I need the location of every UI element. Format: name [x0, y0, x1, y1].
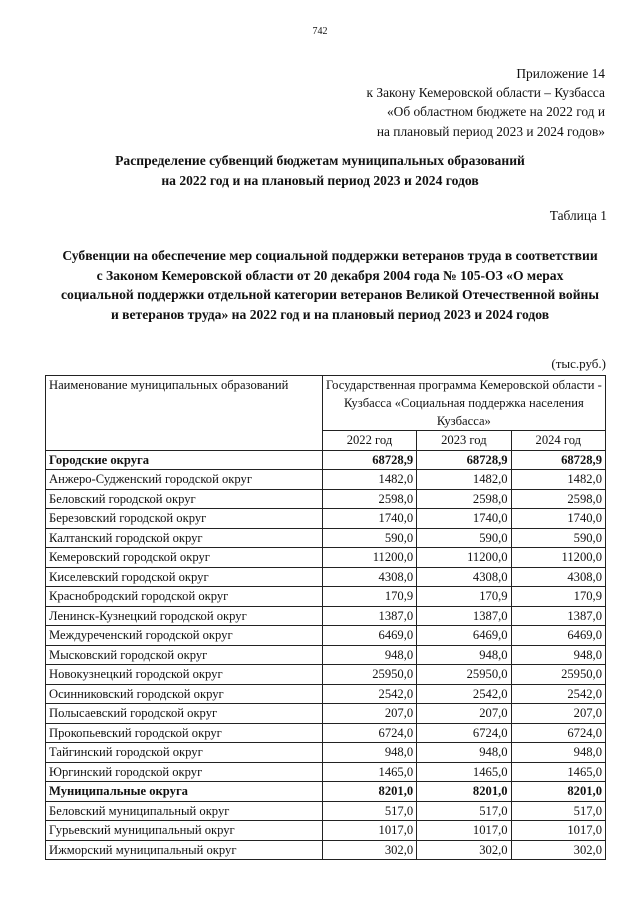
table-row: [46, 762, 606, 782]
value-2022: 8201,0: [322, 782, 416, 802]
value-2024: 948,0: [511, 645, 605, 665]
value-2024: 1017,0: [511, 821, 605, 841]
value-2023: 6724,0: [417, 723, 511, 743]
value-2024: 207,0: [511, 704, 605, 724]
value-2024: 948,0: [511, 743, 605, 763]
municipality-name: Киселевский городской округ: [46, 567, 323, 587]
document-title: [0, 151, 640, 190]
subtitle-line: социальной поддержки отдельной категории ветеранов Великой Отечественной войны: [61, 287, 599, 302]
value-2024: 1740,0: [511, 509, 605, 529]
table-group-row: [46, 450, 606, 470]
column-header-2022: 2022 год: [322, 431, 416, 451]
table-row: [46, 509, 606, 529]
value-2024: 1482,0: [511, 470, 605, 490]
value-2022: 11200,0: [322, 548, 416, 568]
table-body: [46, 450, 606, 860]
value-2022: 2542,0: [322, 684, 416, 704]
value-2022: 68728,9: [322, 450, 416, 470]
value-2022: 1740,0: [322, 509, 416, 529]
title-line: на 2022 год и на плановый период 2023 и 2024 годов: [161, 172, 479, 188]
value-2022: 170,9: [322, 587, 416, 607]
value-2024: 2598,0: [511, 489, 605, 509]
municipality-name: Тайгинский городской округ: [46, 743, 323, 763]
table-row: [46, 489, 606, 509]
value-2024: 25950,0: [511, 665, 605, 685]
page-number: 742: [312, 26, 328, 37]
value-2024: 170,9: [511, 587, 605, 607]
value-2024: 4308,0: [511, 567, 605, 587]
value-2023: 170,9: [417, 587, 511, 607]
table-label: Таблица 1: [549, 208, 607, 223]
value-2023: 948,0: [417, 743, 511, 763]
column-header-2024: 2024 год: [511, 431, 605, 451]
municipality-name: Новокузнецкий городской округ: [46, 665, 323, 685]
municipality-name: Мысковский городской округ: [46, 645, 323, 665]
value-2024: 68728,9: [511, 450, 605, 470]
value-2024: 517,0: [511, 801, 605, 821]
value-2022: 2598,0: [322, 489, 416, 509]
value-2023: 1740,0: [417, 509, 511, 529]
value-2023: 2598,0: [417, 489, 511, 509]
table-title: [40, 246, 620, 324]
table-group-row: [46, 782, 606, 802]
table-row: [46, 743, 606, 763]
municipality-name: Полысаевский городской округ: [46, 704, 323, 724]
appendix-line: Приложение 14: [516, 66, 605, 81]
value-2022: 517,0: [322, 801, 416, 821]
value-2022: 948,0: [322, 645, 416, 665]
value-2024: 6469,0: [511, 626, 605, 646]
municipality-name: Прокопьевский городской округ: [46, 723, 323, 743]
value-2023: 207,0: [417, 704, 511, 724]
value-2023: 1387,0: [417, 606, 511, 626]
value-2023: 2542,0: [417, 684, 511, 704]
value-2023: 4308,0: [417, 567, 511, 587]
value-2023: 590,0: [417, 528, 511, 548]
value-2024: 1465,0: [511, 762, 605, 782]
value-2022: 25950,0: [322, 665, 416, 685]
table-row: [46, 704, 606, 724]
table-row: [46, 587, 606, 607]
table-row: [46, 801, 606, 821]
value-2024: 6724,0: [511, 723, 605, 743]
municipality-name: Осинниковский городской округ: [46, 684, 323, 704]
table-row: [46, 840, 606, 860]
subtitle-line: Субвенции на обеспечение мер социальной поддержки ветеранов труда в соответствии: [62, 248, 598, 263]
value-2024: 302,0: [511, 840, 605, 860]
value-2022: 1482,0: [322, 470, 416, 490]
value-2022: 302,0: [322, 840, 416, 860]
value-2023: 948,0: [417, 645, 511, 665]
table-row: [46, 684, 606, 704]
value-2022: 6724,0: [322, 723, 416, 743]
units-label: (тыс.руб.): [551, 356, 606, 371]
municipality-name: Кемеровский городской округ: [46, 548, 323, 568]
municipality-name: Городские округа: [46, 450, 323, 470]
column-header-program: Государственная программа Кемеровской области - Кузбасса «Социальная поддержка населения Кузбасса»: [322, 376, 605, 431]
subsidies-table: [45, 375, 606, 860]
municipality-name: Березовский городской округ: [46, 509, 323, 529]
municipality-name: Беловский муниципальный округ: [46, 801, 323, 821]
value-2023: 1482,0: [417, 470, 511, 490]
appendix-line: на плановый период 2023 и 2024 годов»: [376, 123, 605, 139]
value-2023: 517,0: [417, 801, 511, 821]
value-2022: 6469,0: [322, 626, 416, 646]
table-row: [46, 665, 606, 685]
municipality-name: Краснобродский городской округ: [46, 587, 323, 607]
subtitle-line: и ветеранов труда» на 2022 год и на плановый период 2023 и 2024 годов: [110, 306, 550, 322]
municipality-name: Междуреченский городской округ: [46, 626, 323, 646]
value-2023: 1465,0: [417, 762, 511, 782]
municipality-name: Юргинский городской округ: [46, 762, 323, 782]
table-row: [46, 470, 606, 490]
value-2024: 11200,0: [511, 548, 605, 568]
title-line: Распределение субвенций бюджетам муниципальных образований: [115, 153, 525, 168]
municipality-name: Калтанский городской округ: [46, 528, 323, 548]
value-2024: 590,0: [511, 528, 605, 548]
value-2022: 1017,0: [322, 821, 416, 841]
table-row: [46, 626, 606, 646]
appendix-line: к Закону Кемеровской области – Кузбасса: [366, 85, 605, 101]
value-2024: 8201,0: [511, 782, 605, 802]
municipality-name: Гурьевский муниципальный округ: [46, 821, 323, 841]
value-2023: 8201,0: [417, 782, 511, 802]
table-row: [46, 528, 606, 548]
column-header-name: Наименование муниципальных образований: [46, 376, 323, 451]
value-2022: 4308,0: [322, 567, 416, 587]
value-2024: 2542,0: [511, 684, 605, 704]
municipality-name: Ижморский муниципальный округ: [46, 840, 323, 860]
value-2023: 302,0: [417, 840, 511, 860]
value-2022: 207,0: [322, 704, 416, 724]
table-row: [46, 645, 606, 665]
value-2022: 1465,0: [322, 762, 416, 782]
value-2023: 25950,0: [417, 665, 511, 685]
appendix-line: «Об областном бюджете на 2022 год и: [386, 104, 605, 120]
value-2024: 1387,0: [511, 606, 605, 626]
value-2023: 6469,0: [417, 626, 511, 646]
subtitle-line: с Законом Кемеровской области от 20 декабря 2004 года № 105-ОЗ «О мерах: [96, 267, 564, 283]
municipality-name: Ленинск-Кузнецкий городской округ: [46, 606, 323, 626]
value-2022: 1387,0: [322, 606, 416, 626]
municipality-name: Беловский городской округ: [46, 489, 323, 509]
value-2023: 68728,9: [417, 450, 511, 470]
column-header-2023: 2023 год: [417, 431, 511, 451]
table-row: [46, 548, 606, 568]
table-row: [46, 606, 606, 626]
table-row: [46, 567, 606, 587]
value-2022: 590,0: [322, 528, 416, 548]
appendix-reference: [367, 64, 605, 141]
table-row: [46, 723, 606, 743]
value-2023: 1017,0: [417, 821, 511, 841]
municipality-name: Анжеро-Судженский городской округ: [46, 470, 323, 490]
value-2022: 948,0: [322, 743, 416, 763]
table-row: [46, 821, 606, 841]
value-2023: 11200,0: [417, 548, 511, 568]
municipality-name: Муниципальные округа: [46, 782, 323, 802]
